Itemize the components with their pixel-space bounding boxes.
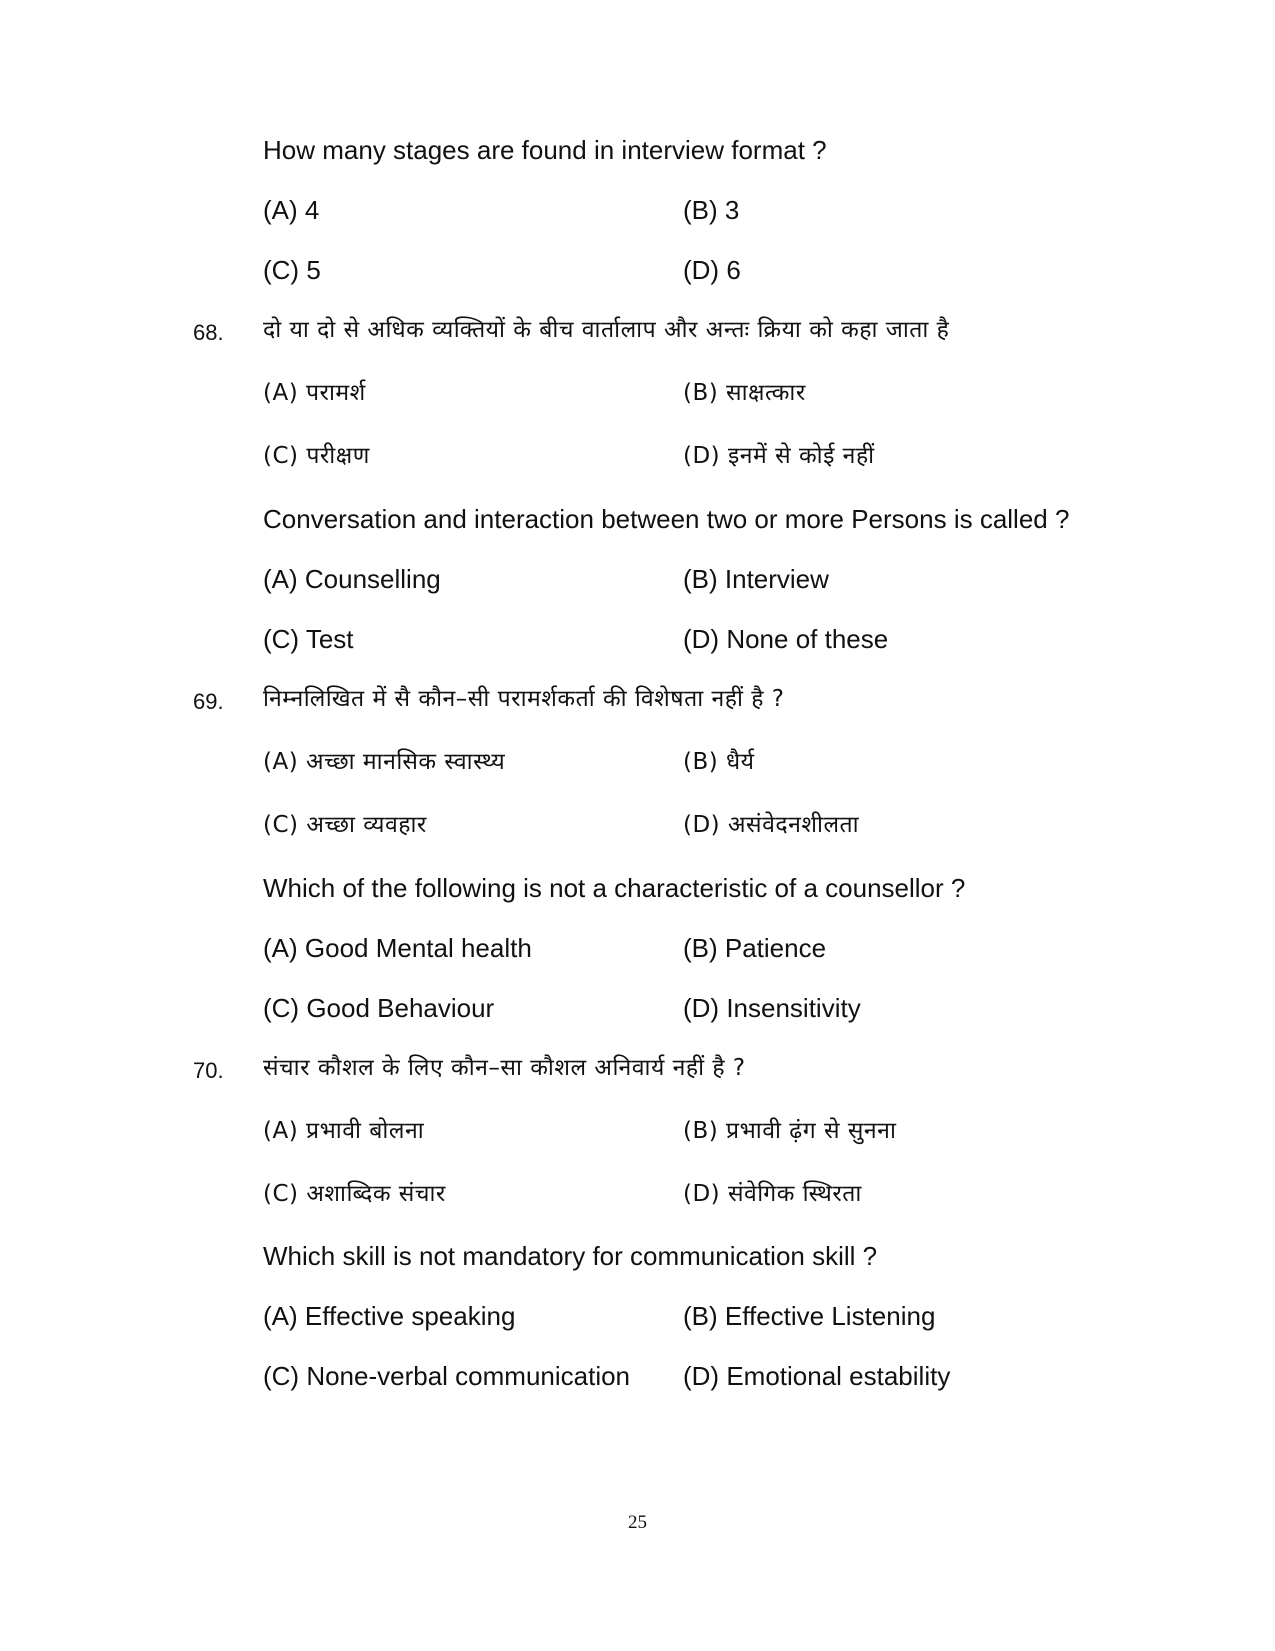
question-68-hindi-text: दो या दो से अधिक व्यक्तियों के बीच वार्तालाप और अन्तः क्रिया को कहा जाता है [263, 317, 950, 343]
option-c-hindi: (C) परीक्षण [263, 443, 370, 469]
option-b-hindi: (B) साक्षत्कार [683, 380, 806, 406]
option-b: (B) 3 [683, 195, 740, 225]
question-69-english-text: Which of the following is not a characteristic of a counsellor ? [263, 873, 966, 903]
option-d-hindi: (D) संवेगिक स्थिरता [683, 1181, 862, 1207]
option-b-hindi: (B) धैर्य [683, 749, 755, 775]
option-a: (A) Good Mental health [263, 933, 532, 963]
option-d-hindi: (D) असंवेदनशीलता [683, 812, 860, 838]
question-number: 68. [193, 320, 224, 345]
option-b: (B) Patience [683, 933, 827, 963]
question-67-english-text: How many stages are found in interview format ? [263, 135, 827, 165]
option-c-hindi: (C) अच्छा व्यवहार [263, 812, 427, 838]
option-d: (D) Emotional estability [683, 1361, 951, 1391]
option-a-hindi: (A) अच्छा मानसिक स्वास्थ्य [263, 749, 506, 775]
option-a: (A) 4 [263, 195, 320, 225]
option-b-hindi: (B) प्रभावी ढ़ंग से सुनना [683, 1118, 897, 1144]
option-c: (C) Good Behaviour [263, 993, 495, 1023]
option-d-hindi: (D) इनमें से कोई नहीं [683, 443, 875, 469]
question-70-english-text: Which skill is not mandatory for communication skill ? [263, 1241, 878, 1271]
option-b: (B) Effective Listening [683, 1301, 936, 1331]
option-c-hindi: (C) अशाब्दिक संचार [263, 1181, 446, 1207]
option-b: (B) Interview [683, 564, 829, 594]
question-number: 70. [193, 1058, 224, 1083]
option-c: (C) None-verbal communication [263, 1361, 631, 1391]
option-a: (A) Effective speaking [263, 1301, 516, 1331]
option-c: (C) Test [263, 624, 354, 654]
question-number: 69. [193, 689, 224, 714]
option-a-hindi: (A) प्रभावी बोलना [263, 1118, 425, 1144]
question-70-hindi-text: संचार कौशल के लिए कौन–सा कौशल अनिवार्य नहीं है ? [263, 1055, 746, 1081]
page-number: 25 [628, 1512, 647, 1533]
option-d: (D) Insensitivity [683, 993, 861, 1023]
option-c: (C) 5 [263, 255, 321, 285]
option-d: (D) 6 [683, 255, 741, 285]
option-d: (D) None of these [683, 624, 889, 654]
option-a: (A) Counselling [263, 564, 441, 594]
question-69-hindi-text: निम्नलिखित में सै कौन–सी परामर्शकर्ता की विशेषता नहीं है ? [263, 686, 785, 712]
question-68-english-text: Conversation and interaction between two or more Persons is called ? [263, 504, 1070, 534]
option-a-hindi: (A) परामर्श [263, 380, 366, 406]
